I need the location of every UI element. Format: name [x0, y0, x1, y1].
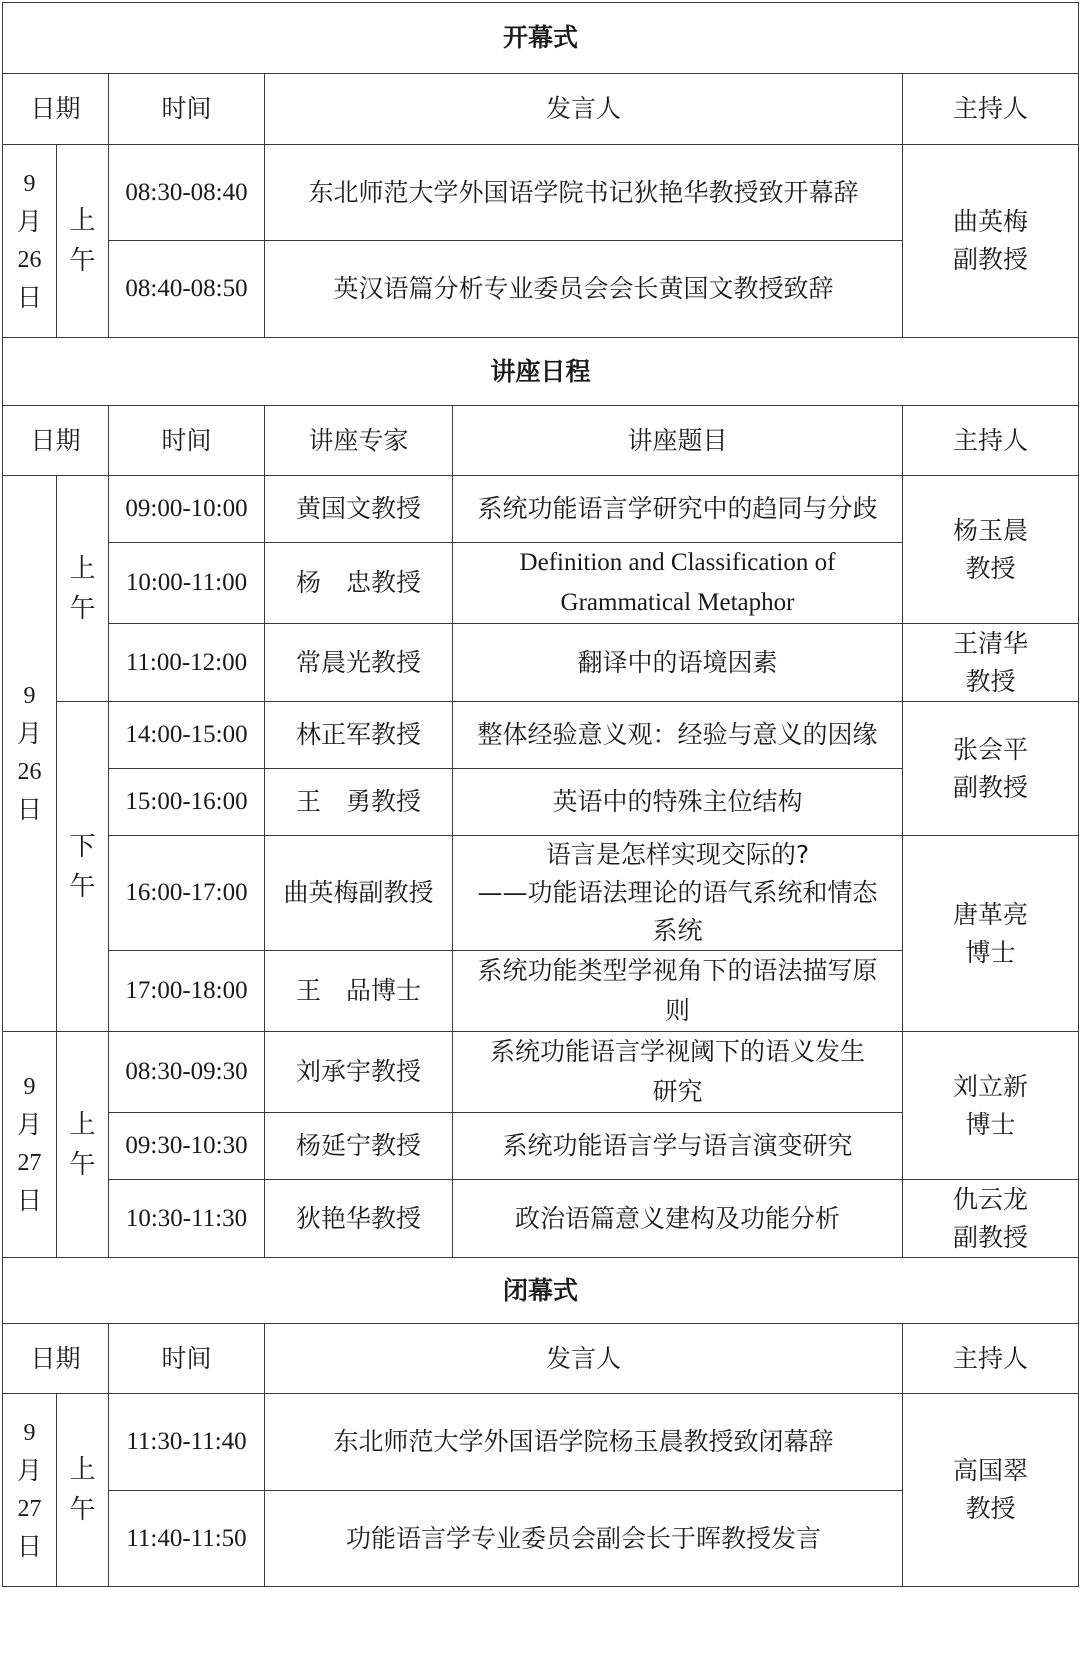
opening-title-row: [3, 3, 1079, 74]
date-cell: [3, 1032, 57, 1258]
table-row: [3, 624, 1079, 702]
time-cell: 10:30-11:30: [109, 1180, 265, 1258]
topic-line: Grammatical Metaphor: [560, 589, 795, 616]
host-name: 张会平: [953, 734, 1029, 764]
time-cell: 11:30-11:40: [109, 1394, 265, 1491]
expert-cell: 刘承宇教授: [265, 1032, 453, 1113]
table-row: [3, 1394, 1079, 1491]
time-cell: 08:30-09:30: [109, 1032, 265, 1113]
host-cell: [903, 624, 1079, 702]
host-name: 高国翠: [953, 1456, 1029, 1485]
host-cell: [903, 1032, 1079, 1180]
date-day: 27: [17, 1495, 42, 1522]
host-name: 仇云龙: [953, 1184, 1029, 1214]
period-cell: [57, 1032, 109, 1258]
header-time: 时间: [109, 74, 265, 145]
table-row: [3, 836, 1079, 951]
time-cell: 10:00-11:00: [109, 543, 265, 624]
host-cell: [903, 836, 1079, 1032]
date-cell: [3, 145, 57, 338]
date-day: 26: [17, 759, 42, 785]
host-title: 教授: [965, 666, 1016, 696]
host-name: 唐革亮: [953, 899, 1029, 929]
table-row: [3, 702, 1079, 769]
topic-cell: [453, 543, 903, 624]
speaker-cell: 英汉语篇分析专业委员会会长黄国文教授致辞: [265, 241, 903, 338]
topic-cell: [453, 836, 903, 951]
topic-cell: 系统功能语言学研究中的趋同与分歧: [453, 476, 903, 543]
header-expert: 讲座专家: [265, 406, 453, 476]
host-title: 教授: [965, 553, 1016, 583]
host-title: 教授: [965, 1494, 1016, 1523]
topic-line: ——功能语法理论的语气系统和情态: [477, 878, 878, 907]
period-char: 上: [69, 1109, 96, 1140]
table-row: [3, 476, 1079, 543]
host-title: 副教授: [953, 1222, 1029, 1252]
expert-cell: 王 勇教授: [265, 769, 453, 836]
topic-line: 研究: [652, 1077, 703, 1106]
period-char: 上: [69, 1455, 96, 1485]
speaker-cell: 东北师范大学外国语学院书记狄艳华教授致开幕辞: [265, 145, 903, 241]
host-cell: [903, 702, 1079, 836]
period-char: 午: [69, 1149, 96, 1180]
host-cell: [903, 476, 1079, 624]
header-speaker: 发言人: [265, 74, 903, 145]
time-cell: 14:00-15:00: [109, 702, 265, 769]
host-title: 博士: [965, 937, 1016, 967]
date-day-unit: 日: [16, 795, 42, 824]
period-cell: [57, 702, 109, 1032]
time-cell: 11:40-11:50: [109, 1491, 265, 1587]
topic-cell: [453, 951, 903, 1032]
header-date: 日期: [3, 1324, 109, 1394]
host-title: 副教授: [953, 245, 1029, 274]
period-char: 上: [69, 553, 96, 584]
table-row: [3, 145, 1079, 241]
period-char: 下: [69, 831, 96, 862]
header-host: 主持人: [903, 1324, 1079, 1394]
date-cell: [3, 476, 57, 1032]
time-cell: 17:00-18:00: [109, 951, 265, 1032]
host-name: 刘立新: [953, 1071, 1029, 1101]
host-cell: [903, 1394, 1079, 1587]
host-cell: [903, 145, 1079, 338]
time-cell: 08:30-08:40: [109, 145, 265, 241]
date-month-num: 9: [23, 1074, 36, 1100]
table-row: [3, 1032, 1079, 1113]
header-speaker: 发言人: [265, 1324, 903, 1394]
lectures-header-row: [3, 406, 1079, 476]
header-time: 时间: [109, 1324, 265, 1394]
period-char: 午: [69, 1495, 96, 1525]
date-day-unit: 日: [16, 282, 42, 312]
host-name: 杨玉晨: [953, 515, 1029, 545]
expert-cell: 曲英梅副教授: [265, 836, 453, 951]
time-cell: 11:00-12:00: [109, 624, 265, 702]
topic-cell: 翻译中的语境因素: [453, 624, 903, 702]
closing-title-row: [3, 1258, 1079, 1324]
lectures-title-row: [3, 338, 1079, 406]
expert-cell: 王 品博士: [265, 951, 453, 1032]
header-date: 日期: [3, 74, 109, 145]
time-cell: 15:00-16:00: [109, 769, 265, 836]
topic-cell: 系统功能语言学与语言演变研究: [453, 1113, 903, 1180]
expert-cell: 林正军教授: [265, 702, 453, 769]
time-cell: 08:40-08:50: [109, 241, 265, 338]
date-day: 26: [17, 246, 42, 273]
period-cell: [57, 1394, 109, 1587]
topic-line: 语言是怎样实现交际的?: [545, 840, 810, 869]
date-day-unit: 日: [16, 1531, 42, 1561]
topic-cell: 英语中的特殊主位结构: [453, 769, 903, 836]
date-day: 27: [17, 1150, 42, 1176]
date-month: 月: [16, 206, 42, 236]
header-host: 主持人: [903, 406, 1079, 476]
header-time: 时间: [109, 406, 265, 476]
closing-title: 闭幕式: [3, 1258, 1079, 1324]
header-date: 日期: [3, 406, 109, 476]
speaker-cell: 功能语言学专业委员会副会长于晖教授发言: [265, 1491, 903, 1587]
date-month-num: 9: [23, 1419, 36, 1446]
host-name: 王清华: [953, 628, 1029, 658]
host-title: 博士: [965, 1109, 1016, 1139]
date-month: 月: [16, 1110, 42, 1139]
topic-line: 系统: [652, 916, 703, 945]
time-cell: 09:00-10:00: [109, 476, 265, 543]
topic-line: 系统功能语言学视阈下的语义发生: [489, 1037, 865, 1066]
period-char: 上: [69, 206, 96, 236]
table-row: [3, 1180, 1079, 1258]
expert-cell: 常晨光教授: [265, 624, 453, 702]
period-char: 午: [69, 593, 96, 624]
date-month: 月: [16, 719, 42, 748]
header-host: 主持人: [903, 74, 1079, 145]
period-cell: [57, 476, 109, 702]
period-cell: [57, 145, 109, 338]
host-cell: [903, 1180, 1079, 1258]
date-cell: [3, 1394, 57, 1587]
opening-title: 开幕式: [3, 3, 1079, 74]
schedule-table: [2, 2, 1079, 1587]
date-month-num: 9: [23, 170, 36, 197]
time-cell: 09:30-10:30: [109, 1113, 265, 1180]
date-day-unit: 日: [16, 1186, 42, 1215]
date-month: 月: [16, 1455, 42, 1485]
topic-cell: [453, 1032, 903, 1113]
host-title: 副教授: [953, 772, 1029, 802]
topic-line: 则: [664, 996, 690, 1025]
header-topic: 讲座题目: [453, 406, 903, 476]
host-name: 曲英梅: [953, 207, 1029, 236]
opening-header-row: [3, 74, 1079, 145]
topic-line: Definition and Classification of: [519, 549, 836, 576]
expert-cell: 黄国文教授: [265, 476, 453, 543]
topic-cell: 整体经验意义观：经验与意义的因缘: [453, 702, 903, 769]
period-char: 午: [69, 246, 96, 276]
period-char: 午: [69, 871, 96, 902]
expert-cell: 杨 忠教授: [265, 543, 453, 624]
topic-line: 系统功能类型学视角下的语法描写原: [477, 956, 878, 985]
expert-cell: 狄艳华教授: [265, 1180, 453, 1258]
expert-cell: 杨延宁教授: [265, 1113, 453, 1180]
topic-cell: 政治语篇意义建构及功能分析: [453, 1180, 903, 1258]
lectures-title: 讲座日程: [3, 338, 1079, 406]
time-cell: 16:00-17:00: [109, 836, 265, 951]
closing-header-row: [3, 1324, 1079, 1394]
speaker-cell: 东北师范大学外国语学院杨玉晨教授致闭幕辞: [265, 1394, 903, 1491]
date-month-num: 9: [23, 683, 36, 709]
